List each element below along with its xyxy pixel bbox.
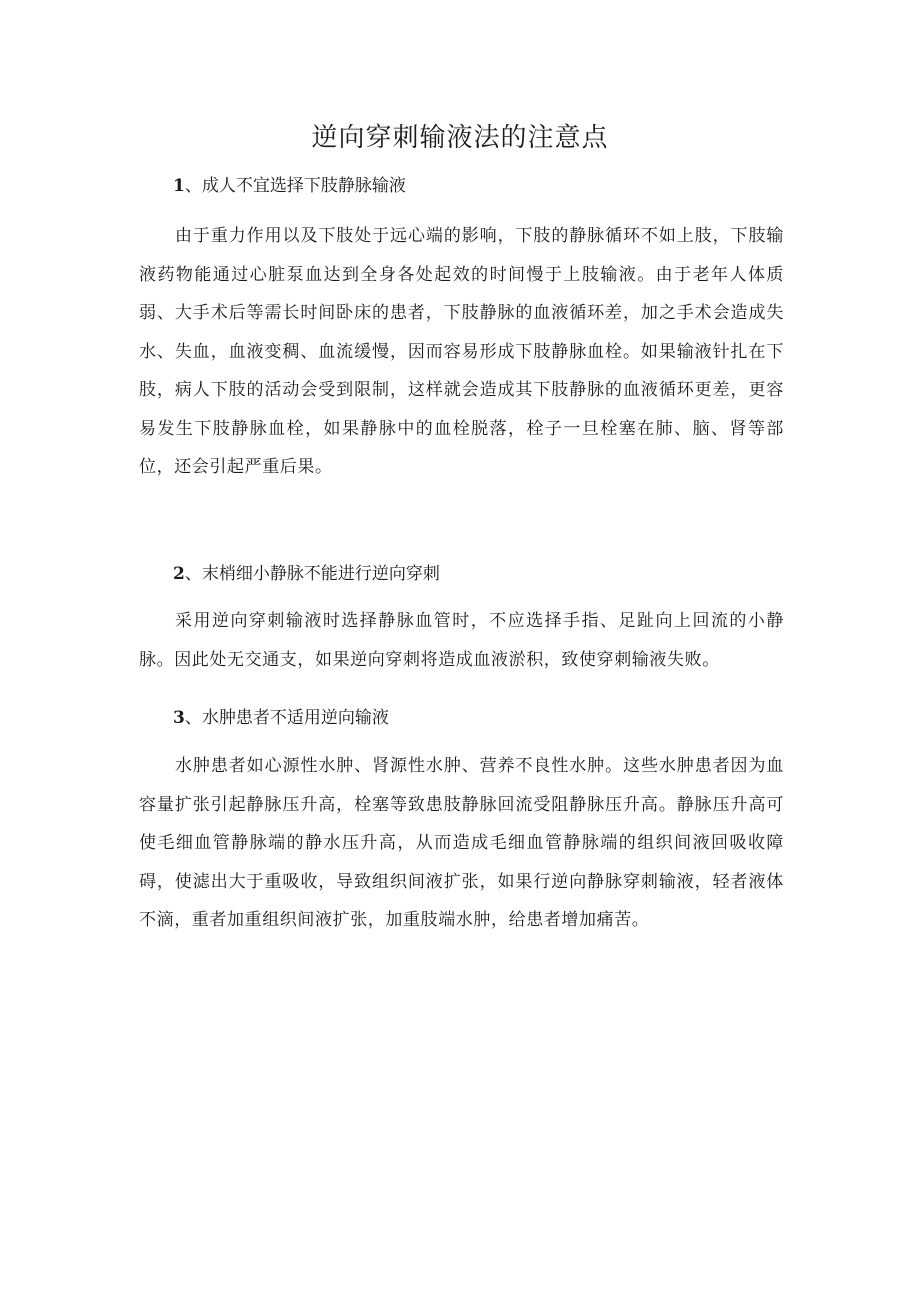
section-3-heading-text: 、水肿患者不适用逆向输液 (184, 708, 389, 728)
section-3-heading (173, 704, 389, 732)
section-1-heading-text: 、成人不宜选择下肢静脉输液 (184, 176, 406, 196)
page-title: 逆向穿刺输液法的注意点 (311, 123, 609, 153)
section-2-body: 采用逆向穿刺输液时选择静脉血管时，不应选择手指、足趾向上回流的小静脉。因此处无交通支，如果逆向穿刺将造成血液淤积，致使穿刺输液失败。 (139, 611, 784, 670)
section-2-number: 2 (173, 564, 185, 584)
section-1-body: 由于重力作用以及下肢处于远心端的影响，下肢的静脉循环不如上肢，下肢输液药物能通过心脏泵血达到全身各处起效的时间慢于上肢输液。由于老年人体质弱、大手术后等需长时间卧床的患者，下肢静脉的血液循环差，加之手术会造成失水、失血，血液变稠、血流缓慢，因而容易形成下肢静脉血栓。如果输液针扎在下肢，病人下肢的活动会受到限制，这样就会造成其下肢静脉的血液循环更差，更容易发生下肢静脉血栓，如果静脉中的血栓脱落，栓子一旦栓塞在肺、脑、肾等部位，还会引起严重后果。 (139, 226, 784, 477)
section-1-number: 1 (173, 176, 185, 196)
section-1-heading (173, 172, 406, 200)
section-3-number: 3 (173, 708, 185, 728)
section-2-heading (173, 560, 440, 588)
section-3-body: 水肿患者如心源性水肿、肾源性水肿、营养不良性水肿。这些水肿患者因为血容量扩张引起静脉压升高，栓塞等致患肢静脉回流受阻静脉压升高。静脉压升高可使毛细血管静脉端的静水压升高，从而造成毛细血管静脉端的组织间液回吸收障碍，使滤出大于重吸收，导致组织间液扩张，如果行逆向静脉穿刺输液，轻者液体不滴，重者加重组织间液扩张，加重肢端水肿，给患者增加痛苦。 (139, 756, 784, 930)
section-2-heading-text: 、末梢细小静脉不能进行逆向穿刺 (184, 564, 440, 584)
